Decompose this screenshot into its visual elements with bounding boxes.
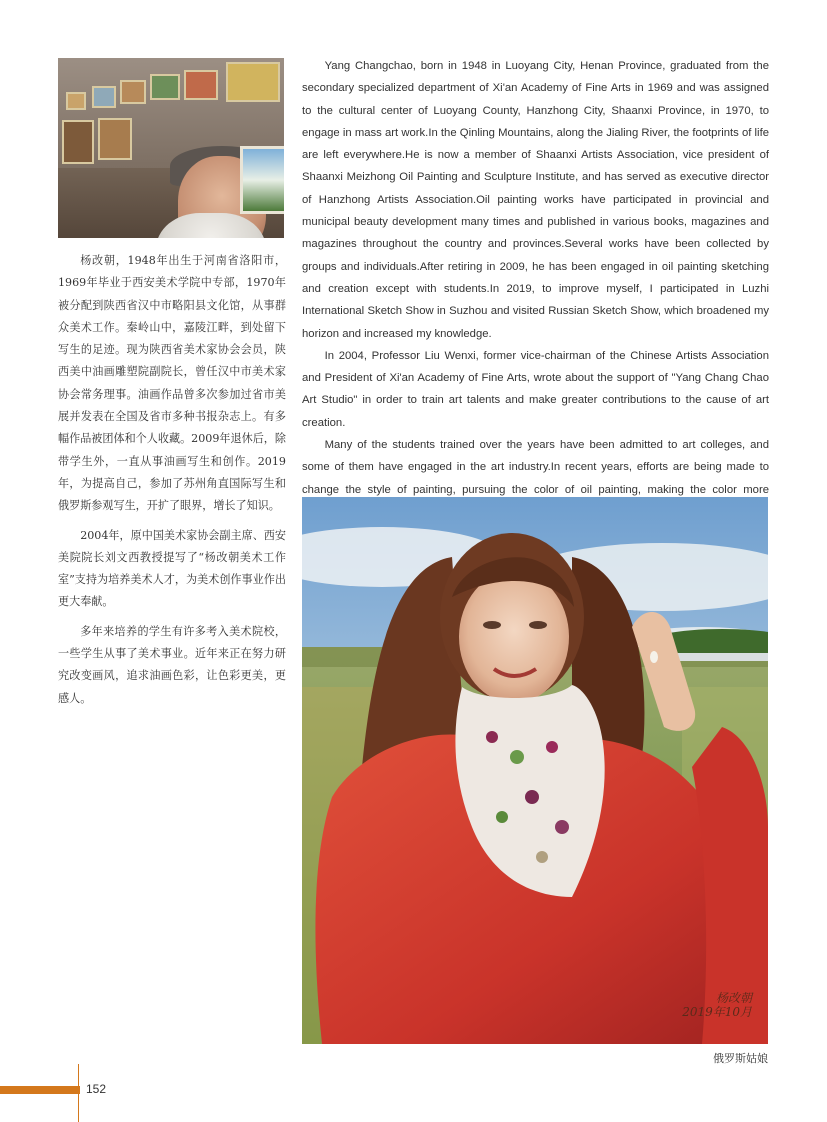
oil-painting-russian-girl — [302, 497, 768, 1044]
signature-date: 2019年10月 — [682, 1005, 752, 1019]
chinese-paragraph-2: 2004年，原中国美术家协会副主席、西安美院院长刘文西教授提写了“杨改朝美术工作室”支持为培养美术人才，为美术创作事业作出更大奉献。 — [58, 528, 286, 609]
english-paragraph-2: In 2004, Professor Liu Wenxi, former vice-chairman of the Chinese Artists Association and President of Xi'an Academy of Fine Arts, wrote about the support of "Yang Chang Chao Art Studio" in order to train art talents and make greater contributions to the cause of art creation. — [302, 349, 769, 429]
footer-accent-bar — [0, 1086, 80, 1094]
english-paragraph-1: Yang Changchao, born in 1948 in Luoyang City, Henan Province, graduated from the secondary specialized department of Xi'an Academy of Fine Arts in 1969 and was assigned to the cultural center of Luoyang County, Hanzhong City, Shaanxi Province, in 1970, to engage in mass art work.In the Qinling Mountains, along the Jialing River, the footprints of life are left everywhere.He is now a member of Shaanxi Artists Association, vice president of Shaanxi Meizhong Oil Painting and Sculpture Institute, and has served as executive director of Hanzhong Artists Association.Oil painting works have participated in provincial and municipal beauty development many times and published in various books, magazines and magazines throughout the country and provinces.Several works have been collected by groups and individuals.After retiring in 2009, he has been engaged in oil painting sketching and creation except with students.In 2019, to improve myself, I participated in Luzhi International Sketch Show in Suzhou and visited Russian Sketch Show, which broadened my horizon and increased my knowledge. — [302, 60, 769, 340]
page-number: 152 — [86, 1082, 107, 1096]
signature-name: 杨改朝 — [715, 991, 752, 1005]
english-biography-column — [302, 55, 769, 523]
painting-signature — [632, 991, 752, 1019]
chinese-biography-column — [58, 250, 286, 717]
english-paragraph-3: Many of the students trained over the years have been admitted to art colleges, and some of them have engaged in the art industry.In recent years, efforts are being made to change the style of painting, pursuing the color of oil painting, making the color more — [302, 439, 769, 496]
painting-caption: 俄罗斯姑娘 — [713, 1052, 768, 1065]
chinese-paragraph-3: 多年来培养的学生有许多考入美术院校，一些学生从事了美术事业。近年来正在努力研究改变画风，追求油画色彩，让色彩更美，更感人。 — [58, 624, 286, 705]
chinese-paragraph-1: 杨改朝，1948年出生于河南省洛阳市，1969年毕业于西安美术学院中专部，1970年被分配到陕西省汉中市略阳县文化馆，从事群众美术工作。秦岭山中，嘉陵江畔，到处留下写生的足迹。现为陕西省美术家协会会员，陕西美中油画雕塑院副院长，曾任汉中市美术家协会常务理事。油画作品曾多次参加过省市美展并发表在全国及省市多种书报杂志上。有多幅作品被团体和个人收藏。2009年退休后，除带学生外，一直从事油画写生和创作。2019年，为提高自己，参加了苏州角直国际写生和俄罗斯参观写生，开扩了眼界，增长了知识。 — [58, 254, 286, 513]
artist-portrait-photo — [58, 58, 284, 238]
